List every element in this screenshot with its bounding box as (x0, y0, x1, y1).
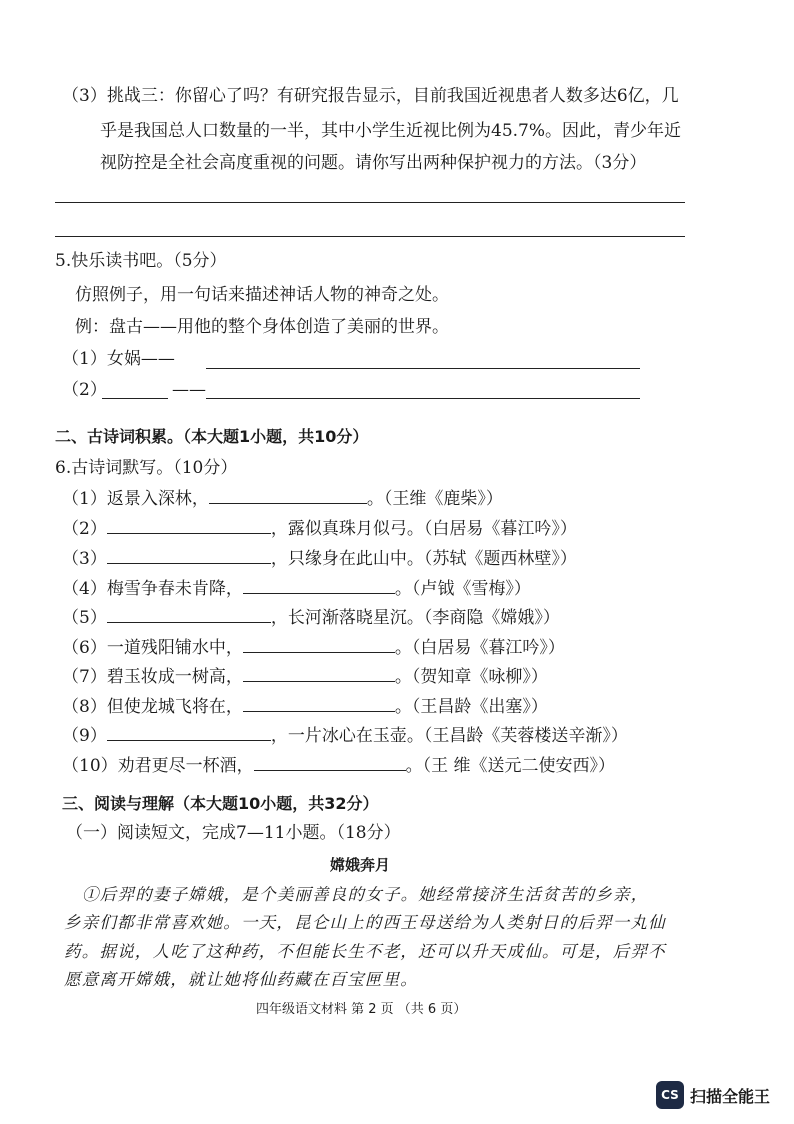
story-line-4: 愿意离开嫦娥，就让她将仙药藏在百宝匣里。 (64, 970, 418, 989)
poem-blank-5[interactable] (107, 604, 271, 623)
poem-blank-1[interactable] (209, 485, 367, 504)
poem-blank-6[interactable] (243, 634, 395, 653)
q5-item-1-blank[interactable] (206, 368, 640, 369)
poem-blank-7[interactable] (243, 663, 395, 682)
poem-line-5: （5） ，长河渐落晓星沉。（李商隐《嫦娥》） (62, 604, 560, 630)
q5-item-1-label: （1）女娲—— (62, 349, 175, 369)
camscanner-logo-icon: CS (656, 1081, 684, 1109)
poem-line-10: （10）劝君更尽一杯酒， 。（王 维《送元二使安西》） (62, 752, 615, 778)
story-line-2: 乡亲们都非常喜欢她。一天，昆仑山上的西王母送给为人类射日的后羿一丸仙 (64, 913, 666, 932)
poem-line-4: （4）梅雪争春未肯降， 。（卢钺《雪梅》） (62, 575, 531, 601)
section-2-title: 二、古诗词积累。（本大题1小题，共10分） (55, 427, 369, 446)
poem-line-9: （9） ，一片冰心在玉壶。（王昌龄《芙蓉楼送辛渐》） (62, 722, 628, 748)
q4-line-2: 乎是我国总人口数量的一半，其中小学生近视比例为45.7%。因此，青少年近 (100, 121, 682, 141)
q5-example: 例：盘古——用他的整个身体创造了美丽的世界。 (75, 317, 449, 337)
poem-blank-9[interactable] (107, 722, 271, 741)
poem-blank-3[interactable] (107, 545, 271, 564)
page-footer: 四年级语文材料 第 2 页 （共 6 页） (256, 1002, 467, 1017)
poem-line-3: （3） ，只缘身在此山中。（苏轼《题西林壁》） (62, 545, 577, 571)
q6-title: 6.古诗词默写。（10分） (55, 458, 238, 478)
poem-line-1: （1）返景入深林， 。（王维《鹿柴》） (62, 485, 503, 511)
q4-line-3: 视防控是全社会高度重视的问题。请你写出两种保护视力的方法。（3分） (100, 153, 647, 173)
answer-line[interactable] (55, 202, 685, 203)
section-3-title: 三、阅读与理解（本大题10小题，共32分） (62, 794, 379, 813)
poem-blank-2[interactable] (107, 515, 271, 534)
poem-blank-10[interactable] (254, 752, 406, 771)
poem-line-2: （2） ，露似真珠月似弓。（白居易《暮江吟》） (62, 515, 577, 541)
poem-line-7: （7）碧玉妆成一树高， 。（贺知章《咏柳》） (62, 663, 548, 689)
answer-line[interactable] (55, 236, 685, 237)
scanner-watermark (656, 1081, 770, 1109)
story-line-3: 药。据说，人吃了这种药，不但能长生不老，还可以升天成仙。可是，后羿不 (64, 942, 666, 961)
poem-blank-8[interactable] (243, 693, 395, 712)
q5-item-2-blank[interactable] (206, 398, 640, 399)
section-3-subtitle: （一）阅读短文，完成7—11小题。（18分） (66, 823, 401, 843)
q5-title: 5.快乐读书吧。（5分） (55, 251, 227, 271)
story-title: 嫦娥奔月 (330, 856, 391, 874)
q5-item-2-name-blank[interactable] (102, 398, 168, 399)
poem-blank-4[interactable] (243, 575, 395, 594)
watermark-text: 扫描全能王 (689, 1086, 770, 1106)
poem-line-6: （6）一道残阳铺水中， 。（白居易《暮江吟》） (62, 634, 565, 660)
q5-item-2-label: （2） (62, 380, 107, 400)
story-line-1: ①后羿的妻子嫦娥，是个美丽善良的女子。她经常接济生活贫苦的乡亲， (82, 885, 649, 904)
q4-line-1: （3）挑战三：你留心了吗？有研究报告显示，目前我国近视患者人数多达6亿，几 (62, 86, 679, 106)
q5-item-2-dash: —— (172, 380, 206, 400)
q5-instruction: 仿照例子，用一句话来描述神话人物的神奇之处。 (75, 285, 449, 305)
poem-line-8: （8）但使龙城飞将在， 。（王昌龄《出塞》） (62, 693, 548, 719)
